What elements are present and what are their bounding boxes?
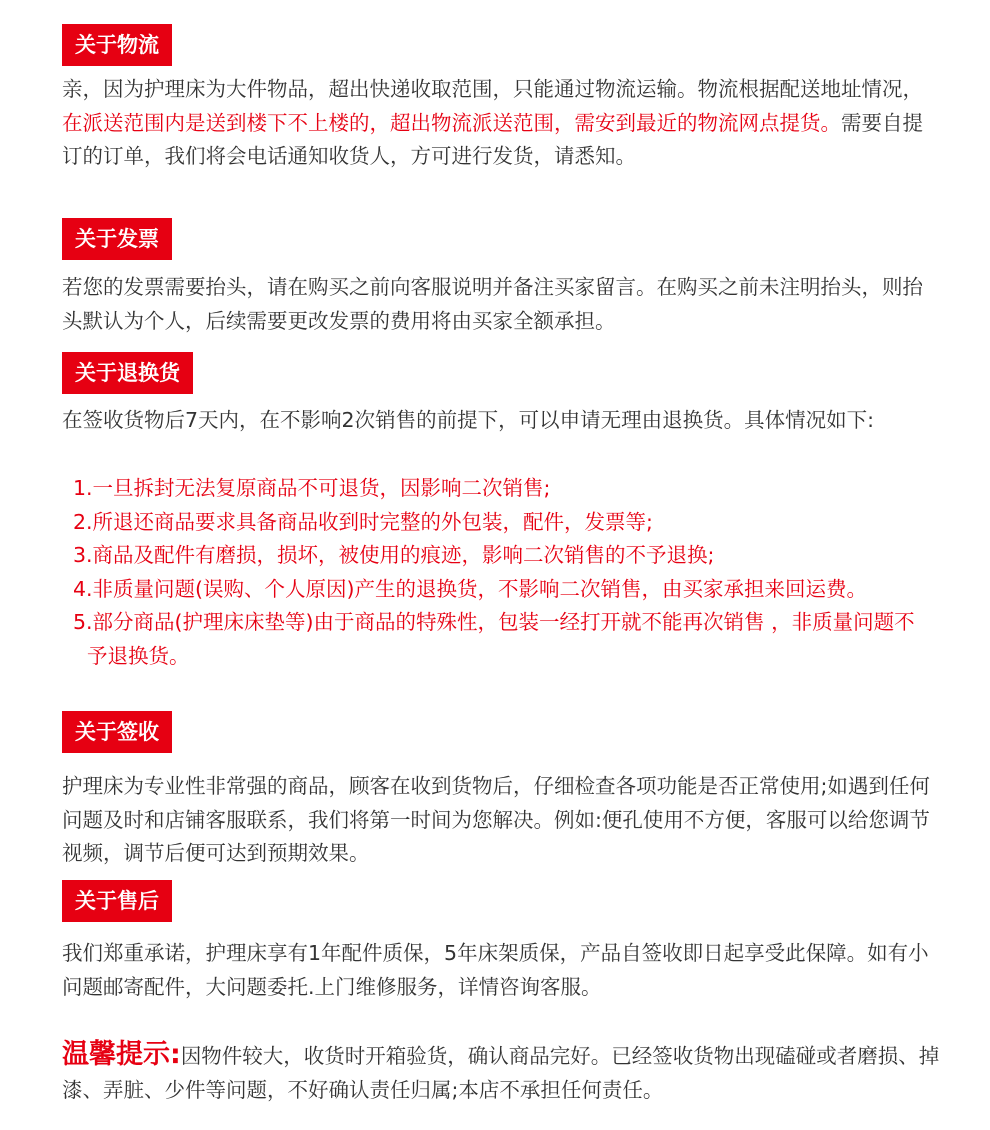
warm-tip-title: 温馨提示: xyxy=(62,1039,181,1070)
aftersales-section-title: 关于售后 xyxy=(62,880,172,922)
returns-condition-item: 2.所退还商品要求具备商品收到时完整的外包装，配件，发票等; xyxy=(73,509,653,534)
invoice-section-text: 若您的发票需要抬头，请在购买之前向客服说明并备注买家留言。在购买之前未注明抬头，则抬头默认为个人，后续需要更改发票的费用将由买家全额承担。 xyxy=(62,275,923,333)
aftersales-section-text: 我们郑重承诺，护理床享有1年配件质保，5年床架质保，产品自签收即日起享受此保障。如有小问题邮寄配件，大问题委托.上门维修服务，详情咨询客服。 xyxy=(62,941,929,999)
logistics-text-part-b: 需要自提订的订单，我们将会电话通知收货人，方可进行发货，请悉知。 xyxy=(62,110,923,168)
warm-tip-text: 因物件较大，收货时开箱验货，确认商品完好。已经签收货物出现磕碰或者磨损、掉漆、弄脏、少件等问题，不好确认责任归属;本店不承担任何责任。 xyxy=(62,1044,940,1102)
returns-condition-item: 5.部分商品(护理床床垫等)由于商品的特殊性，包装一经打开就不能再次销售 ，非质量问题不予退换货。 xyxy=(73,610,915,668)
receipt-section-text: 护理床为专业性非常强的商品，顾客在收到货物后，仔细检查各项功能是否正常使用;如遇到任何问题及时和店铺客服联系，我们将第一时间为您解决。例如:便孔使用不方便，客服可以给您调节视频，调节后便可达到预期效果。 xyxy=(62,774,930,865)
invoice-section-title: 关于发票 xyxy=(62,218,172,260)
returns-condition-item: 4.非质量问题(误购、个人原因)产生的退换货，不影响二次销售，由买家承担来回运费。 xyxy=(73,576,868,601)
returns-section-intro: 在签收货物后7天内，在不影响2次销售的前提下，可以申请无理由退换货。具体情况如下: xyxy=(62,408,874,432)
returns-condition-item: 3.商品及配件有磨损，损坏，被使用的痕迹，影响二次销售的不予退换; xyxy=(73,543,715,567)
warm-tip xyxy=(62,1038,942,1107)
returns-conditions-list xyxy=(62,472,932,673)
logistics-text-highlight: 在派送范围内是送到楼下不上楼的，超出物流派送范围，需安到最近的物流网点提货。 xyxy=(62,110,841,135)
receipt-section-title: 关于签收 xyxy=(62,711,172,753)
logistics-section-title: 关于物流 xyxy=(62,24,172,66)
returns-section-title: 关于退换货 xyxy=(62,352,193,394)
logistics-text-part-a: 亲，因为护理床为大件物品，超出快递收取范围，只能通过物流运输。物流根据配送地址情况， xyxy=(62,77,923,101)
logistics-section-text xyxy=(62,73,932,174)
returns-condition-item: 1.一旦拆封无法复原商品不可退货，因影响二次销售; xyxy=(73,476,551,500)
